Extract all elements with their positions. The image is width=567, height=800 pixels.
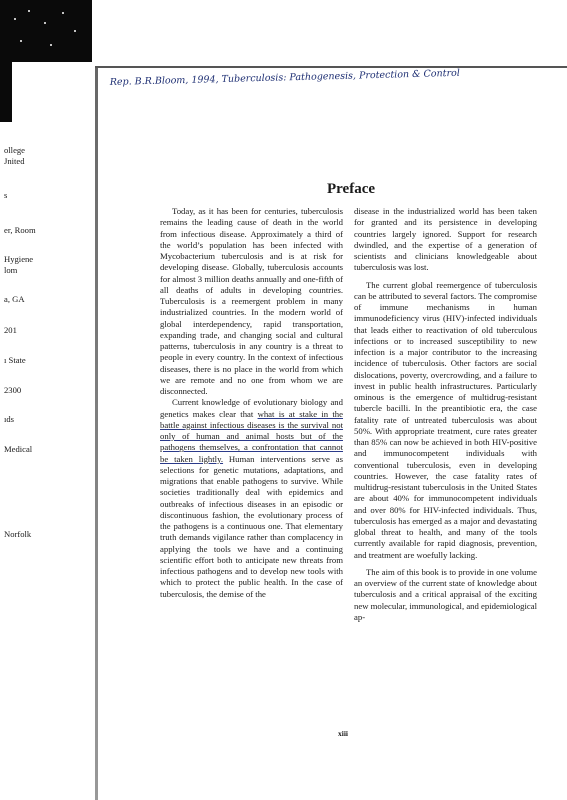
text-span: Current knowledge of evolutionary biology and genetics makes clear that [160, 397, 343, 419]
page-number: xiii [338, 729, 349, 738]
stub-line: er, Room [4, 225, 36, 235]
scan-black-edge [0, 62, 12, 122]
paragraph: Today, as it has been for centuries, tuberculosis remains the leading cause of death in the world from infectious disease. Approximately a third of the world’s population has been infected with Mycobacterium tuberculosis and is at risk for developing disease. Globally, tuberculosis accounts for almost 3 million deaths annually and one-fifth of all deaths of adults in developing countries. Tuberculosis is a reemergent problem in many industrialized countries. In the modern world of global interdependency, rapid transportation, expanding trade, and changing social and cultural patterns, tuberculosis in any country is a threat to people in every country. In the context of infectious diseases, there is no place in the world from which we are remote and no one from whom we are disconnected. [160, 206, 343, 396]
underlined-passage: what is at stake in the battle against infectious diseases is the survival not only of human and animal hosts but of the pathogens themselves, a confrontation that cannot be taken lightly. [160, 408, 343, 464]
stub-line: 2300 [4, 385, 22, 395]
paragraph: disease in the industrialized world has been taken for granted and its persistence in developing countries largely ignored. Support for research dwindled, and the expertise of a generation of scientists and clinicians knowledgeable about tuberculosis was lost. [354, 206, 537, 273]
scan-black-corner [0, 0, 92, 62]
paragraph [160, 397, 343, 600]
stub-line: Norfolk [4, 529, 32, 539]
paragraph: The aim of this book is to provide in one volume an overview of the current state of knowledge about tuberculosis and a critical appraisal of the exciting new molecular, immunological, and epidemiological ap- [354, 566, 538, 622]
stub-line: s [4, 190, 8, 200]
stub-line: ı State [4, 355, 26, 365]
page-gutter [95, 68, 98, 800]
page-title: Preface [327, 181, 376, 197]
paragraph: The current global reemergence of tuberculosis can be attributed to several factors. The compromise of immune mechanisms in human immunodeficiency virus (HIV)-infected individuals that leads either to reactivation of old tuberculous infections or to increased susceptibility to new infection is a major contributor to the increasing incidence of tuberculosis. Other factors are social dislocations, poverty, overcrowding, and a failure to invest in public health infrastructures. Particularly ominous is the emergence of multidrug-resistant tubercle bacilli. In the preantibiotic era, the case fatality rate of untreated tuberculosis was about 50%. With appropriate treatment, cure rates greater than 85% can now be achieved in both HIV-positive and immunocompetent individuals with conventional tuberculosis, even in developing countries. However, the case fatality rates of multidrug-resistant tuberculosis in the United States are about 40% for immunocompetent individuals and over 80% for HIV-infected individuals. Thus, tuberculosis has emerged as a major and devastating global threat to health, and many of the tools currently available for rapid diagnosis, prevention, and treatment are woefully lacking. [354, 279, 537, 560]
stub-line: lom [4, 265, 18, 275]
stub-line: ollege [4, 145, 25, 155]
text-column-left [160, 206, 343, 600]
stub-line: a, GA [4, 294, 25, 304]
stub-line: Medical [4, 444, 33, 454]
text-column-right [354, 206, 537, 623]
stub-line: Jnited [4, 156, 25, 166]
stub-line: ıds [4, 414, 15, 424]
page-top-edge [95, 66, 567, 68]
handwritten-note: Rep. B.R.Bloom, 1994, Tuberculosis: Pathogenesis, Protection & Control [109, 67, 460, 88]
stub-line: Hygiene [4, 254, 34, 264]
text-span: Human interventions serve as selections for genetic mutations, adaptations, and migrations that enable pathogens to survive. While societies traditionally deal with epidemics and outbreaks of infectious diseases in an episodic or discontinuous fashion, the evolutionary process of the pathogens is a continuous one. That elementary truth demands vigilance rather than complacency in applying the tools we have and a continuing scientific effort both to anticipate new threats from infectious pathogens and to develop new tools with which to protect the public health. In the case of tuberculosis, the demise of the [160, 453, 344, 599]
stub-line: 201 [4, 325, 17, 335]
